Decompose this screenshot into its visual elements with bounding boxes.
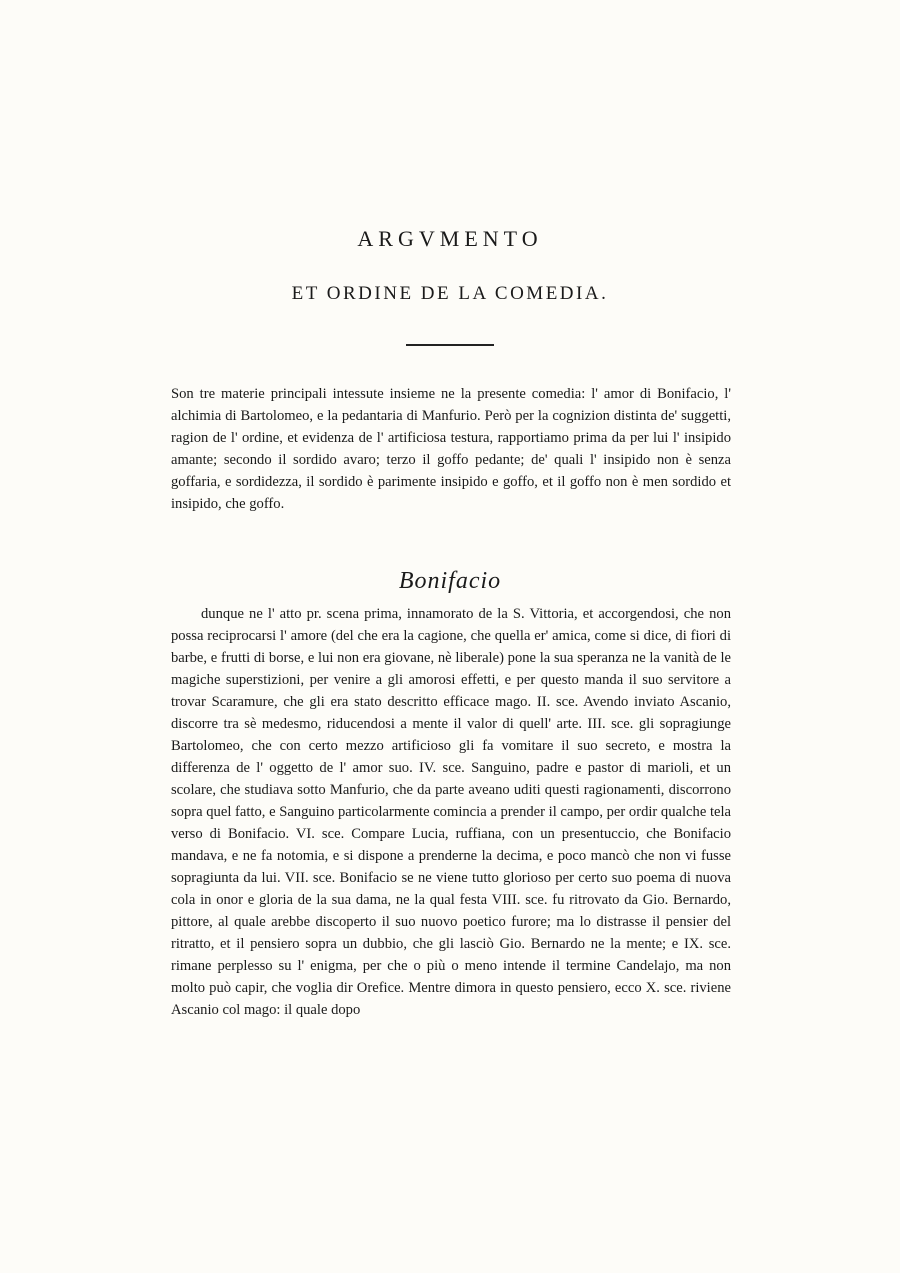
body-paragraph: dunque ne l' atto pr. scena prima, innamorato de la S. Vittoria, et accorgendosi, che non possa reciprocarsi l' amore (del che era la cagione, che quella er' amica, come si dice, di fiori di barbe, e frutti di borse, e lui non era giovane, nè liberale) pone la sua speranza ne la vanità de le magiche superstizioni, per venire a gli amorosi effetti, e per questo manda il suo servitore a trovar Scaramure, che gli era stato descritto efficace mago. II. sce. Avendo inviato Ascanio, discorre tra sè medesmo, riducendosi a mente il valor di quell' arte. III. sce. gli sopragiunge Bartolomeo, che con certo mezzo artificioso gli fa vomitare il suo secreto, e mostra la differenza de l' oggetto de l' amor suo. IV. sce. Sanguino, padre e pastor di marioli, et un scolare, che studiava sotto Manfurio, che da parte aveano uditi questi ragionamenti, discorrono sopra quel fatto, e Sanguino particolarmente comincia a prender il campo, per ordir qualche tela verso di Bonifacio. VI. sce. Compare Lucia, ruffiana, con un presentuccio, che Bonifacio mandava, e ne fa notomia, e si dispone a prenderne la decima, e poco mancò che non vi fusse sopragiunta da lui. VII. sce. Bonifacio se ne viene tutto glorioso per certo suo poema di nuova cola in onor e gloria de la sua dama, ne la qual festa VIII. sce. fu ritrovato da Gio. Bernardo, pittore, al quale arebbe discoperto il suo nuovo poetico furore; ma lo distrasse il pensier del ritratto, et il pensiero sopra un dubbio, che gli lasciò Gio. Bernardo ne la mente; e IX. sce. rimane perplesso su l' enigma, per che o più o meno intende il termine Candelajo, ma non molto può capir, che voglia dir Orefice. Mentre dimora in questo pensiero, ecco X. sce. riviene Ascanio col mago: il quale dopo xyxy=(171,606,732,1018)
section-heading: Bonifacio xyxy=(398,568,502,594)
intro-paragraph: Son tre materie principali intessute insieme ne la presente comedia: l' amor di Bonifacio, l' alchimia di Bartolomeo, e la pedantaria di Manfurio. Però per la cognizion distinta de' suggetti, ragion de l' ordine, et evidenza de l' artificiosa testura, rapportiamo prima da per lui l' insipido amante; secondo il sordido avaro; terzo il goffo pedante; de' quali l' insipido non è senza goffaria, e sordidezza, il sordido è parimente insipido e goffo, et il goffo non è men sordido et insipido, che goffo. xyxy=(171,386,731,512)
page-subtitle: ET ORDINE DE LA COMEDIA. xyxy=(291,283,609,304)
page-title: ARGVMENTO xyxy=(357,226,543,251)
decorative-rule xyxy=(406,344,494,346)
